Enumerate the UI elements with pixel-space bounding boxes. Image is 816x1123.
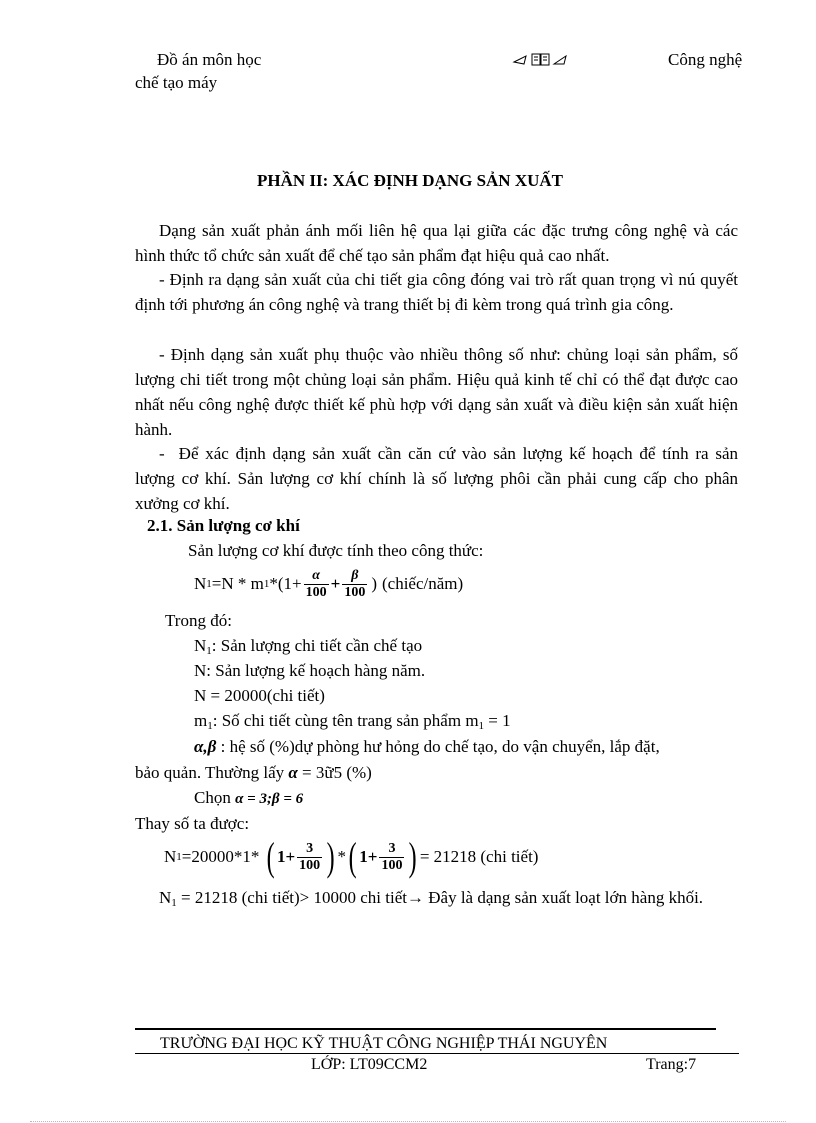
def-ab-text2: bảo quản. Thường lấy [135,763,289,782]
beta-denominator: 100 [344,584,366,600]
fraction-2-num: 3 [379,841,404,858]
where-label: Trong đó: [165,611,232,630]
formula-2-lhs-sub: 1 [176,851,182,863]
definition-alpha-beta [194,737,660,757]
def-m1-value: = 1 [484,711,511,730]
def-ab-alpha: α [288,763,298,782]
formula-2-times: * [337,847,346,866]
paragraph-4 [135,441,738,516]
formula-1-mid-sub: 1 [263,578,270,590]
alpha-denominator: 100 [305,584,327,600]
definition-m1 [194,711,511,732]
formula-1-open: *(1+ [269,574,302,593]
formula-2-one-2: 1 [359,847,368,866]
paragraph-2-text: - Định ra dạng sản xuất của chi tiết gia công đóng vai trò rất quan trọng vì nú quyết định tới phương án công nghệ và trang thiết bị đi kèm trong quá trình gia công. [135,270,738,314]
header-ornament-icon [512,52,572,73]
def-ab-range: = 3ữ5 (%) [297,763,372,782]
paren-open-2: ( [348,834,357,879]
formula-2 [164,835,538,879]
def-ab-sym: α,β [194,737,217,756]
formula-2-expr: =20000*1* [181,847,264,866]
fraction-1-den: 100 [299,857,321,873]
def-n1-sym: N [194,636,207,655]
conclusion-text: = 21218 (chi tiết)> 10000 chi tiết [176,888,407,907]
formula-1-lhs-sub: 1 [206,578,212,590]
fraction-2-den: 100 [381,857,403,873]
definition-n-value: N = 20000(chi tiết) [194,686,325,705]
paragraph-1 [135,218,738,268]
def-m1-sub: 1 [207,720,213,732]
formula-1-unit: (chiếc/năm) [381,574,464,593]
def-m1-sym: m [194,711,208,730]
definition-n1 [194,636,422,657]
paragraph-1-text: Dạng sản xuất phản ánh mối liên hệ qua lại giữa các đặc trưng công nghệ và các hình thức tổ chức sản xuất để chế tạo sản phẩm đạt hiệu quả cao nhất. [135,221,738,265]
paragraph-3-text: - Định dạng sản xuất phụ thuộc vào nhiều thông số như: chủng loại sản phẩm, số lượng chi tiết trong một chủng loại sản phẩm. Hiệu quả kinh tế chỉ có thể đạt được cao nhất nếu công nghệ được thiết kế phù hợp với dạng sản xuất và điều kiện sản xuất hiện hành. [135,345,738,439]
formula-intro: Sản lượng cơ khí được tính theo công thức: [188,541,484,560]
formula-1-lhs: N [194,574,207,593]
conclusion-sym: N [159,888,172,907]
arrow-icon: → [407,888,424,907]
formula-2-fraction-2 [379,841,404,874]
paragraph-2 [135,267,738,317]
definition-alpha-beta-cont [135,763,372,783]
fraction-1-num: 3 [297,841,322,858]
formula-2-fraction-1 [297,841,322,874]
paren-close-1: ) [326,834,335,879]
subsection-title: 2.1. Sản lượng cơ khí [147,516,300,535]
formula-1-beta-fraction [342,568,367,601]
formula-2-lhs: N [164,847,177,866]
formula-2-plus-1: + [285,847,296,866]
definition-n: N: Sản lượng kế hoạch hàng năm. [194,661,426,680]
formula-2-one-1: 1 [276,847,286,866]
paragraph-3 [135,342,738,442]
def-n1-text: : Sản lượng chi tiết cần chế tạo [211,636,423,655]
def-m1-sub2: 1 [478,720,485,732]
paragraph-4-text: Để xác định dạng sản xuất cần căn cứ vào sản lượng kế hoạch để tính ra sản lượng cơ khí. Sản lượng cơ khí chính là số lượng phôi cần phải cung cấp cho phân xưởng cơ khí. [135,444,738,513]
formula-1-alpha-fraction [304,568,329,601]
formula-2-plus-2: + [367,847,378,866]
formula-1-plus: + [330,574,341,593]
bullet-mark: - [159,444,165,463]
choose-value: α = 3;β = 6 [235,791,304,807]
def-m1-text: : Số chi tiết cùng tên trang sản phẩm m [212,711,479,730]
conclusion-text2: Đây là dạng sản xuất loạt lớn hàng khối. [424,888,704,907]
paren-open-1: ( [266,834,275,879]
footer-page-number: Trang:7 [646,1056,697,1073]
formula-1 [194,563,463,605]
footer-rule-bottom [135,1053,739,1054]
def-ab-text: : hệ số (%)dự phòng hư hỏng do chế tạo, do vận chuyển, lắp đặt, [216,737,660,756]
header-right: Công nghệ [668,50,743,69]
page-border-dotted [30,1121,786,1122]
formula-2-result: = 21218 (chi tiết) [419,847,539,866]
footer-class: LỚP: LT09CCM2 [311,1056,428,1073]
choose-line [194,788,303,808]
footer-school: TRƯỜNG ĐẠI HỌC KỸ THUẬT CÔNG NGHIỆP THÁI NGUYÊN [160,1035,608,1052]
substitute-label: Thay số ta được: [135,814,250,833]
beta-numerator: β [342,568,367,585]
section-title: PHẦN II: XÁC ĐỊNH DẠNG SẢN XUẤT [257,171,564,190]
header-left-line1: Đồ án môn học [157,50,262,69]
header-left-line2: chế tạo máy [135,73,218,92]
choose-label: Chọn [194,788,236,807]
formula-1-close: ) [371,574,377,593]
alpha-numerator: α [304,568,329,585]
formula-1-mid: =N * m [211,574,264,593]
footer-rule-top [135,1028,716,1030]
def-n1-sub: 1 [206,645,212,657]
conclusion [135,885,738,916]
conclusion-sub: 1 [171,897,177,909]
paren-close-2: ) [409,834,418,879]
